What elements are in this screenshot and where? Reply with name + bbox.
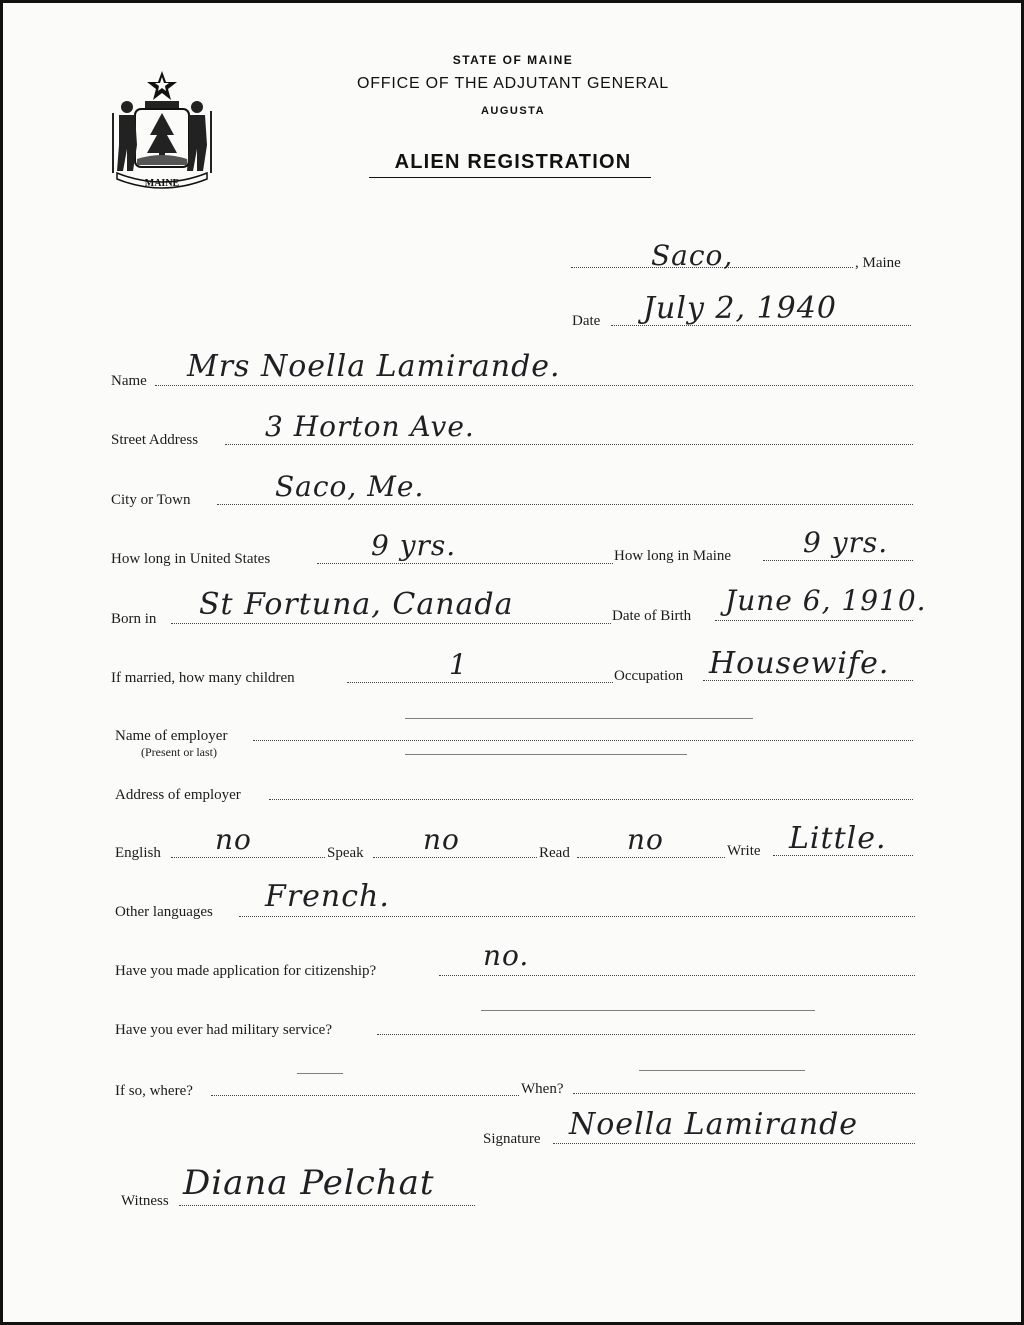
dob-value: June 6, 1910. [725,584,927,617]
us-years-label: How long in United States [111,551,271,567]
read-value: no [627,823,664,856]
speak-label: Speak [327,845,364,861]
english-label: English [115,845,161,861]
street-label: Street Address [111,432,199,448]
city-label: City or Town [111,492,191,508]
where-line [211,1095,519,1096]
english-value: no [215,823,252,856]
dob-line [715,620,913,621]
employer-line [253,740,913,741]
when-blank-stroke [639,1070,805,1071]
witness-line [179,1205,475,1206]
read-line [577,857,725,858]
maine-label: , Maine [855,255,901,271]
name-value: Mrs Noella Lamirande. [187,349,561,384]
where-blank-stroke [297,1073,343,1074]
maine-years-line [763,560,913,561]
name-line [155,385,913,386]
us-years-line [317,563,613,564]
employer-address-label: Address of employer [115,787,241,803]
other-languages-line [239,916,915,917]
employer-sublabel: (Present or last) [141,745,217,759]
employer-label: Name of employer [115,728,228,744]
write-value: Little. [789,821,887,856]
date-label: Date [572,313,601,329]
signature-label: Signature [483,1131,541,1147]
citizenship-label: Have you made application for citizenship? [115,963,377,979]
street-line [225,444,913,445]
citizenship-blank-stroke [481,1010,815,1011]
military-label: Have you ever had military service? [115,1022,332,1038]
where-label: If so, where? [115,1083,193,1099]
us-years-value: 9 yrs. [371,529,457,562]
form-title: ALIEN REGISTRATION [394,151,632,173]
dob-label: Date of Birth [612,608,692,624]
street-value: 3 Horton Ave. [265,410,475,443]
read-label: Read [539,845,570,861]
city-line [217,504,913,505]
city-heading: AUGUSTA [480,105,546,117]
signature-line [553,1143,915,1144]
employer-blank-stroke-1 [405,718,753,719]
maine-years-value: 9 yrs. [803,526,889,559]
born-value: St Fortuna, Canada [199,587,514,622]
signature-value: Noella Lamirande [569,1107,859,1142]
military-line [377,1034,915,1035]
maine-years-label: How long in Maine [614,548,732,564]
speak-value: no [423,823,460,856]
maine-state-seal-icon [107,67,217,193]
speak-line [373,857,537,858]
seal-banner-text: MAINE [144,178,180,189]
when-line [573,1093,915,1094]
title-underline [369,177,651,178]
other-languages-value: French. [265,879,390,914]
citizenship-value: no. [483,939,530,972]
children-label: If married, how many children [111,670,295,686]
date-value: July 2, 1940 [643,291,837,326]
occupation-value: Housewife. [709,646,890,681]
employer-address-line [269,799,913,800]
witness-label: Witness [121,1193,169,1209]
town-value: Saco, [651,239,734,272]
born-label: Born in [111,611,157,627]
citizenship-line [439,975,915,976]
employer-blank-stroke-2 [405,754,687,755]
office-heading: OFFICE OF THE ADJUTANT GENERAL [356,75,670,92]
city-value: Saco, Me. [275,470,425,503]
occupation-label: Occupation [614,668,684,684]
children-line [347,682,613,683]
witness-value: Diana Pelchat [183,1163,435,1203]
when-label: When? [521,1081,564,1097]
english-line [171,857,325,858]
born-line [171,623,611,624]
other-languages-label: Other languages [115,904,213,920]
name-label: Name [111,373,147,389]
write-label: Write [727,843,761,859]
children-value: 1 [449,648,468,681]
state-heading: STATE OF MAINE [452,53,574,67]
